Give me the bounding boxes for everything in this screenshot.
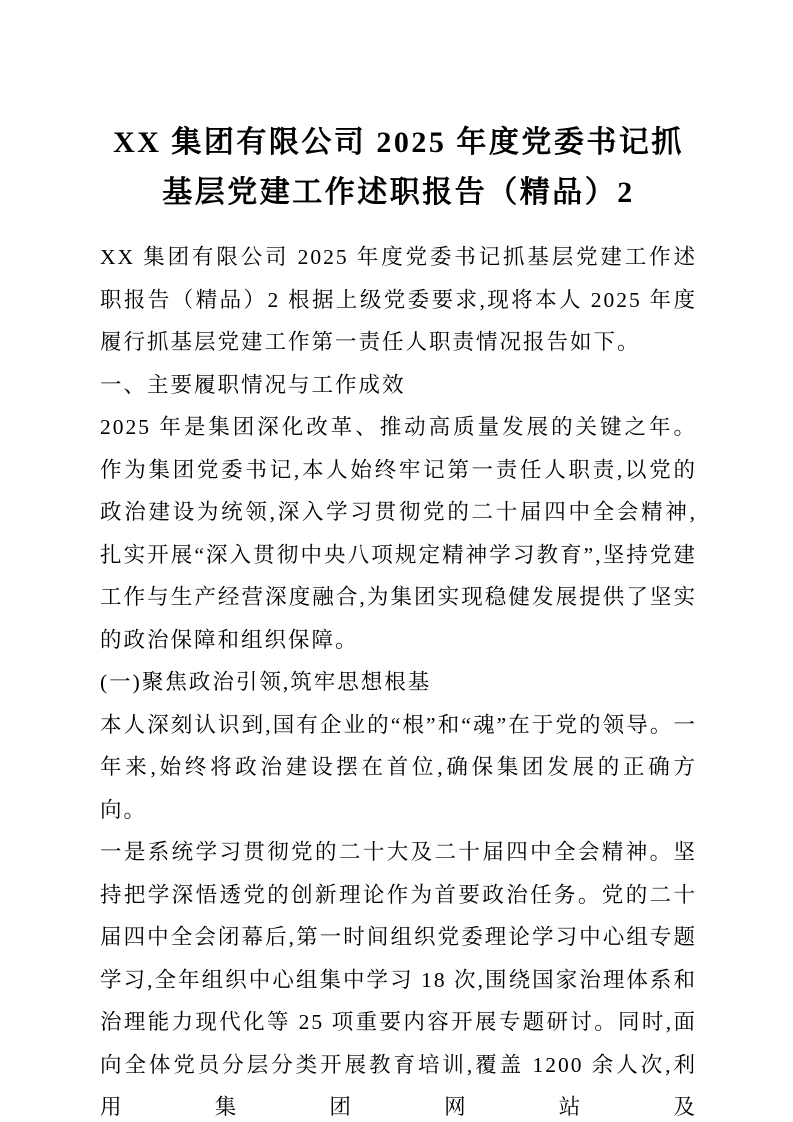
paragraph-section1-overview: 2025 年是集团深化改革、推动高质量发展的关键之年。作为集团党委书记,本人始终牢记第一责任人职责,以党的政治建设为统领,深入学习贯彻党的二十届四中全会精神,扎实开展“深入贯彻中央八项规定精神学习教育”,坚持党建工作与生产经营深度融合,为集团实现稳健发展提供了坚实的政治保障和组织保障。: [100, 415, 697, 652]
document-title: XX 集团有限公司 2025 年度党委书记抓基层党建工作述职报告（精品）2: [113, 126, 684, 209]
paragraph-point-one: 一是系统学习贯彻党的二十大及二十届四中全会精神。坚持把学深悟透党的创新理论作为首要政治任务。党的二十届四中全会闭幕后,第一时间组织党委理论学习中心组专题学习,全年组织中心组集中学习 18 次,围绕国家治理体系和治理能力现代化等 25 项重要内容开展专题研讨。同时,面向全体党员分层分类开展教育培训,覆盖 1200 余人次,利用集团网站及: [100, 840, 697, 1119]
paragraph-subsection1-intro: 本人深刻认识到,国有企业的“根”和“魂”在于党的领导。一年来,始终将政治建设摆在首位,确保集团发展的正确方向。: [100, 712, 697, 822]
paragraph-preamble: XX 集团有限公司 2025 年度党委书记抓基层党建工作述职报告（精品）2 根据上级党委要求,现将本人 2025 年度履行抓基层党建工作第一责任人职责情况报告如下。: [100, 245, 697, 354]
subsection-heading-1-1: (一)聚焦政治引领,筑牢思想根基: [100, 670, 432, 694]
section-heading-1: 一、主要履职情况与工作成效: [100, 372, 406, 397]
